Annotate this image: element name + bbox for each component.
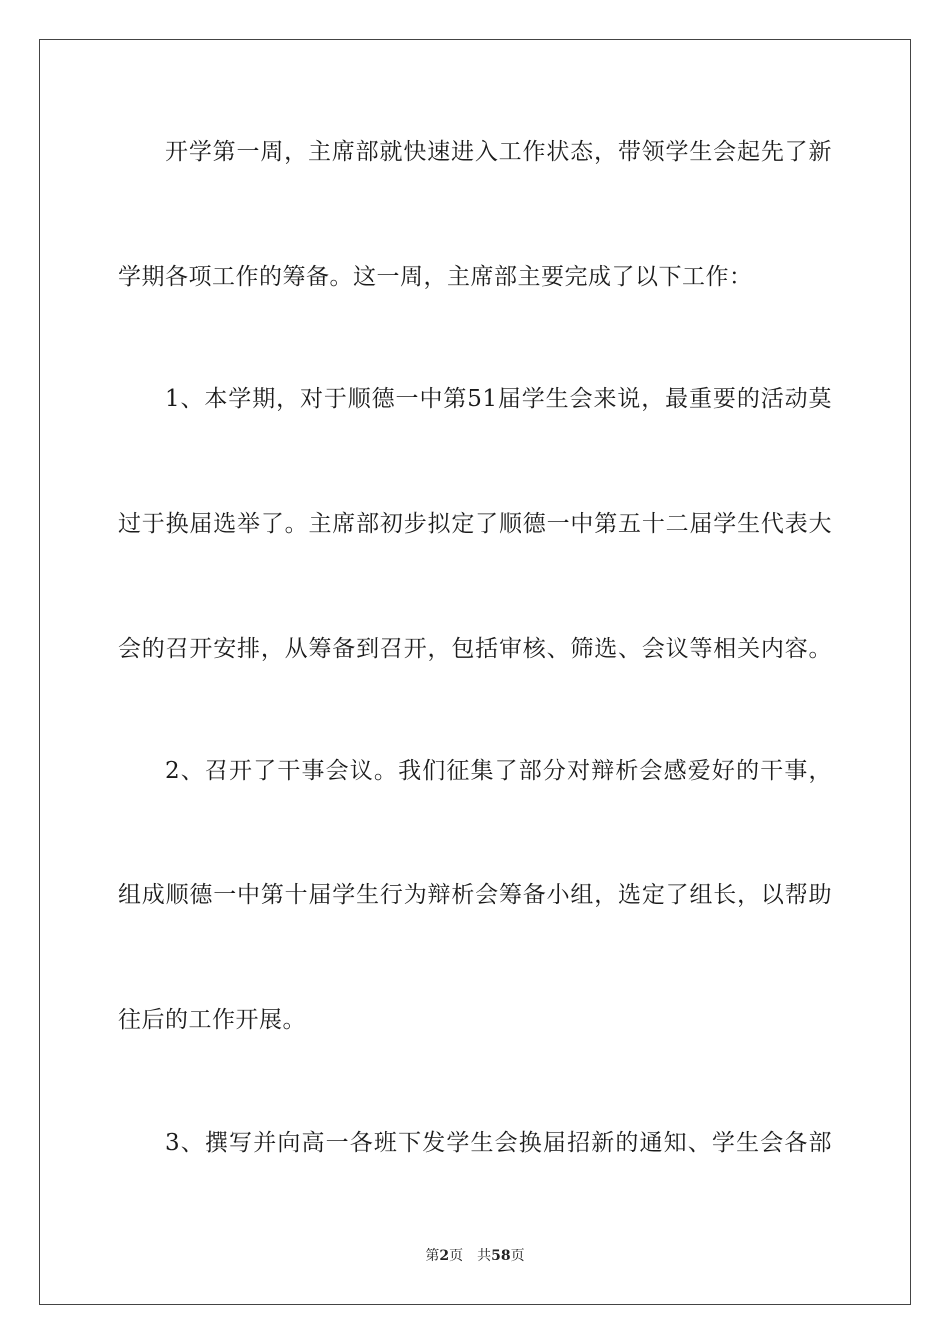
paragraph-line-6: 2、召开了干事会议。我们征集了部分对辩析会感爱好的干事， <box>165 758 832 784</box>
paragraph-line-7: 组成顺德一中第十届学生行为辩析会筹备小组，选定了组长，以帮助 <box>118 882 832 908</box>
total-suffix: 页 <box>510 1248 525 1264</box>
total-pages: 58 <box>491 1248 511 1264</box>
paragraph-line-2: 学期各项工作的筹备。这一周，主席部主要完成了以下工作： <box>118 264 753 290</box>
paragraph-line-5: 会的召开安排，从筹备到召开，包括审核、筛选、会议等相关内容。 <box>118 636 832 662</box>
paragraph-line-3: 1、本学期，对于顺德一中第51届学生会来说，最重要的活动莫 <box>165 386 832 412</box>
page-border <box>39 39 911 1305</box>
paragraph-line-1: 开学第一周，主席部就快速进入工作状态，带领学生会起先了新 <box>165 139 832 165</box>
page-suffix: 页 <box>449 1248 464 1264</box>
paragraph-line-8: 往后的工作开展。 <box>118 1007 306 1033</box>
paragraph-line-9: 3、撰写并向高一各班下发学生会换届招新的通知、学生会各部 <box>165 1130 832 1156</box>
page-footer <box>0 1247 950 1265</box>
total-prefix: 共 <box>477 1248 492 1264</box>
page-number: 2 <box>439 1248 450 1264</box>
paragraph-line-4: 过于换届选举了。主席部初步拟定了顺德一中第五十二届学生代表大 <box>118 511 832 537</box>
page-prefix: 第 <box>425 1248 440 1264</box>
